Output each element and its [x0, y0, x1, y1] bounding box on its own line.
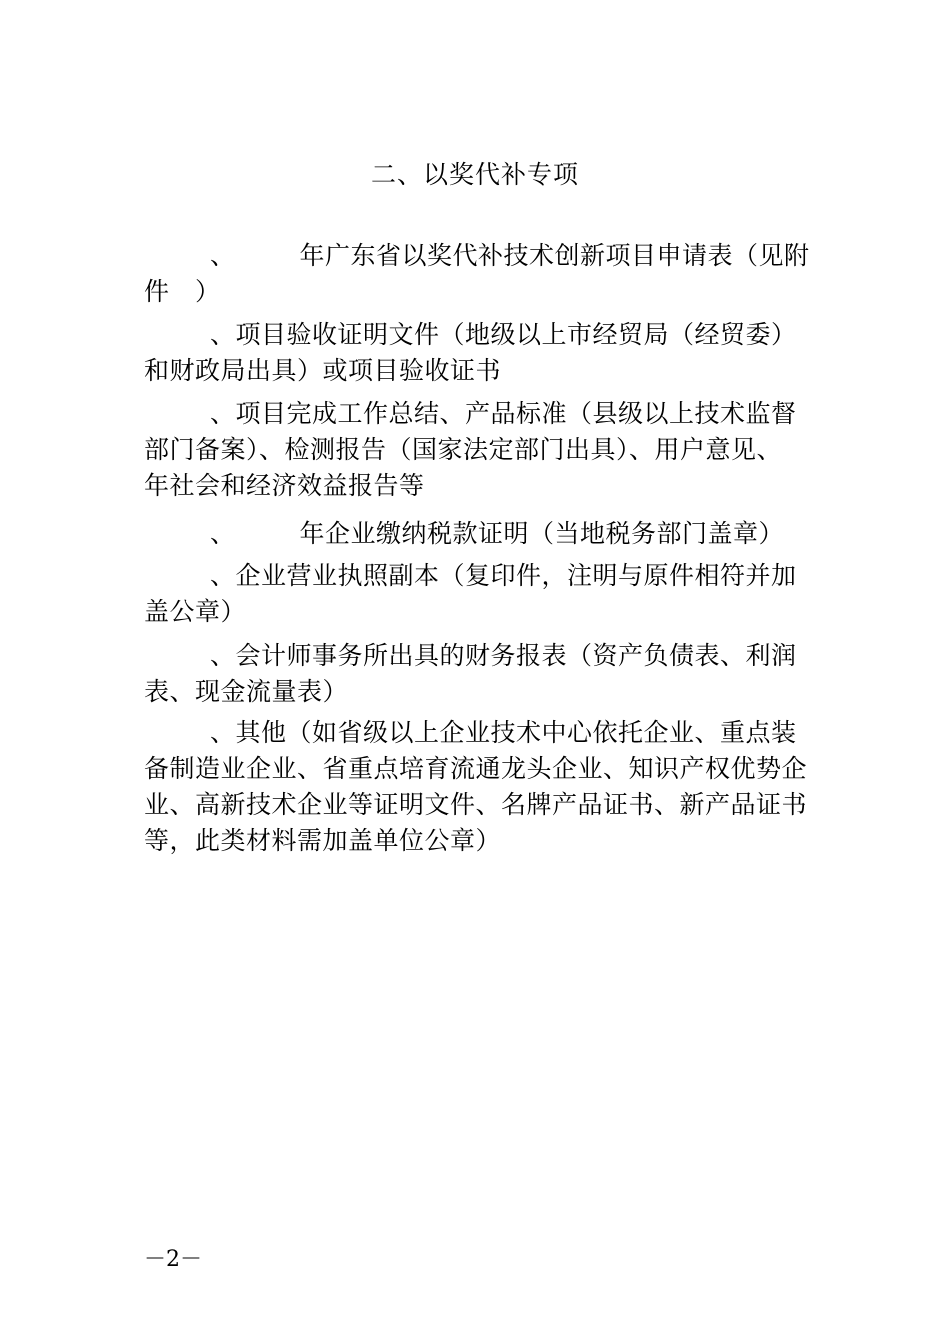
list-item-acceptance-certificate: [144, 317, 819, 389]
list-item-work-summary: [144, 396, 819, 504]
list-item-line: 备制造业企业、省重点培育流通龙头企业、知识产权优势企: [144, 754, 808, 783]
list-item-line: 、其他（如省级以上企业技术中心依托企业、重点装: [210, 718, 797, 747]
list-item-line: 、会计师事务所出具的财务报表（资产负债表、利润: [210, 641, 797, 670]
page-title: 二、以奖代补专项: [370, 160, 579, 189]
page-number: －2－: [144, 1247, 202, 1272]
list-item-line: 、项目完成工作总结、产品标准（县级以上技术监督: [210, 399, 797, 428]
list-item-other-documents: [144, 715, 819, 859]
list-item-business-license: [144, 558, 819, 630]
list-item-line: 等，此类材料需加盖单位公章）: [144, 826, 502, 855]
list-item-application-form: [144, 238, 819, 310]
list-item-line: 业、高新技术企业等证明文件、名牌产品证书、新产品证书: [144, 790, 808, 819]
list-item-line: 、企业营业执照副本（复印件，注明与原件相符并加: [210, 561, 797, 590]
list-item-line: 件 ）: [144, 277, 221, 306]
list-item-line: 部门备案）、检测报告（国家法定部门出具）、用户意见、: [144, 435, 783, 464]
list-item-line: 、项目验收证明文件（地级以上市经贸局（经贸委）: [210, 320, 797, 349]
list-item-financial-statements: [144, 638, 819, 710]
list-item-tax-certificate: [144, 516, 819, 552]
list-item-line: 和财政局出具）或项目验收证书: [144, 356, 502, 385]
list-item-line: 、 年企业缴纳税款证明（当地税务部门盖章）: [210, 519, 785, 548]
list-item-line: 年社会和经济效益报告等: [144, 471, 425, 500]
list-item-line: 盖公章）: [144, 597, 247, 626]
list-item-line: 、 年广东省以奖代补技术创新项目申请表（见附: [210, 241, 810, 270]
list-item-line: 表、现金流量表）: [144, 677, 349, 706]
